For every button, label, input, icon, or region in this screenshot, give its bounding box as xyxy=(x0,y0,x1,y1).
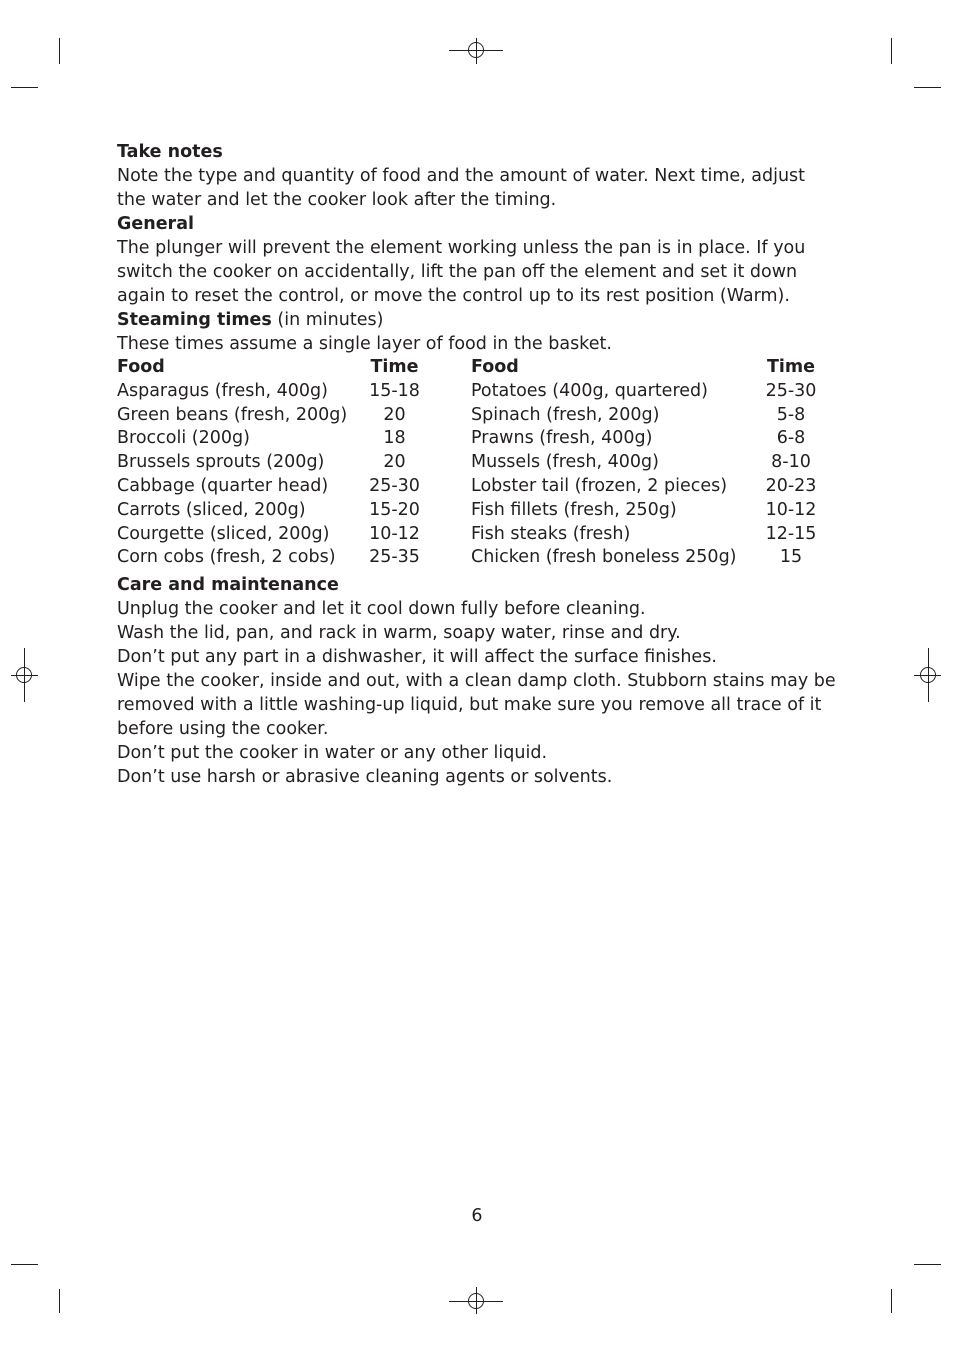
page-number: 6 xyxy=(471,1206,483,1226)
care-line: Wipe the cooker, inside and out, with a clean damp cloth. Stubborn stains may be removed with a little washing-up liquid, but make sure you remove all trace of it before using the cooker. xyxy=(117,671,836,740)
food-cell: Mussels (fresh, 400g) xyxy=(471,452,659,473)
time-cell: 15-20 xyxy=(369,499,420,520)
general-heading: General xyxy=(117,214,194,234)
food-cell: Prawns (fresh, 400g) xyxy=(471,428,653,449)
care-line: Unplug the cooker and let it cool down fully before cleaning. xyxy=(117,599,646,620)
food-cell: Carrots (sliced, 200g) xyxy=(117,499,306,520)
steaming-times-title: Steaming times xyxy=(117,310,272,330)
food-cell: Courgette (sliced, 200g) xyxy=(117,523,330,544)
food-cell: Lobster tail (frozen, 2 pieces) xyxy=(471,475,728,496)
food-cell: Brussels sprouts (200g) xyxy=(117,452,325,473)
header-food-right: Food xyxy=(471,357,519,377)
time-cell: 25-30 xyxy=(765,380,817,401)
crop-mark xyxy=(11,87,38,88)
crop-mark xyxy=(914,87,941,88)
crop-mark xyxy=(11,1264,38,1265)
table-row xyxy=(117,546,837,570)
time-cell: 25-35 xyxy=(369,547,420,568)
time-cell: 12-15 xyxy=(765,523,817,544)
care-line: Don’t put any part in a dishwasher, it will affect the surface finishes. xyxy=(117,647,717,668)
steaming-times-intro: These times assume a single layer of food in the basket. xyxy=(117,334,612,354)
header-time-left: Time xyxy=(370,357,419,377)
time-cell: 15 xyxy=(779,547,803,568)
food-cell: Corn cobs (fresh, 2 cobs) xyxy=(117,547,336,568)
food-cell: Potatoes (400g, quartered) xyxy=(471,380,708,401)
time-cell: 20 xyxy=(383,404,406,425)
food-cell: Chicken (fresh boneless 250g) xyxy=(471,547,737,568)
header-food-left: Food xyxy=(117,357,165,377)
time-cell: 6-8 xyxy=(776,428,806,449)
crop-mark xyxy=(891,38,892,64)
time-cell: 18 xyxy=(383,428,406,449)
table-row xyxy=(117,499,837,523)
food-cell: Fish steaks (fresh) xyxy=(471,523,631,544)
crop-mark xyxy=(891,1289,892,1313)
table-row xyxy=(117,380,837,404)
time-cell: 10-12 xyxy=(765,499,817,520)
care-line: Don’t put the cooker in water or any other liquid. xyxy=(117,743,548,764)
table-row xyxy=(117,451,837,475)
take-notes-body: Note the type and quantity of food and the amount of water. Next time, adjust the water and let the cooker look after the timing. xyxy=(117,166,806,210)
time-cell: 15-18 xyxy=(369,380,420,401)
steaming-times-table xyxy=(117,356,837,570)
food-cell: Green beans (fresh, 200g) xyxy=(117,404,348,425)
table-row xyxy=(117,523,837,547)
care-line: Don’t use harsh or abrasive cleaning agents or solvents. xyxy=(117,767,613,788)
time-cell: 25-30 xyxy=(369,475,420,496)
steaming-times-unit: (in minutes) xyxy=(271,310,384,330)
page-content xyxy=(117,140,837,789)
take-notes-heading: Take notes xyxy=(117,142,223,162)
table-row xyxy=(117,427,837,451)
time-cell: 8-10 xyxy=(771,452,811,473)
general-body: The plunger will prevent the element working unless the pan is in place. If you switch the cooker on accidentally, lift the pan off the element and set it down again to reset the control, or move the control up to its rest position (Warm). xyxy=(117,238,806,306)
time-cell: 20 xyxy=(383,452,406,473)
care-heading: Care and maintenance xyxy=(117,575,339,596)
crop-mark xyxy=(59,38,60,64)
table-header-row xyxy=(117,356,837,380)
time-cell: 20-23 xyxy=(765,475,817,496)
food-cell: Broccoli (200g) xyxy=(117,428,250,449)
crop-mark xyxy=(914,1264,941,1265)
care-line: Wash the lid, pan, and rack in warm, soapy water, rinse and dry. xyxy=(117,623,681,644)
food-cell: Spinach (fresh, 200g) xyxy=(471,404,660,425)
header-time-right: Time xyxy=(766,357,816,377)
food-cell: Asparagus (fresh, 400g) xyxy=(117,380,328,401)
crop-mark xyxy=(59,1289,60,1313)
food-cell: Cabbage (quarter head) xyxy=(117,475,329,496)
steaming-times-heading xyxy=(117,308,837,332)
table-row xyxy=(117,475,837,499)
time-cell: 10-12 xyxy=(369,523,420,544)
table-row xyxy=(117,404,837,428)
time-cell: 5-8 xyxy=(776,404,806,425)
food-cell: Fish fillets (fresh, 250g) xyxy=(471,499,677,520)
